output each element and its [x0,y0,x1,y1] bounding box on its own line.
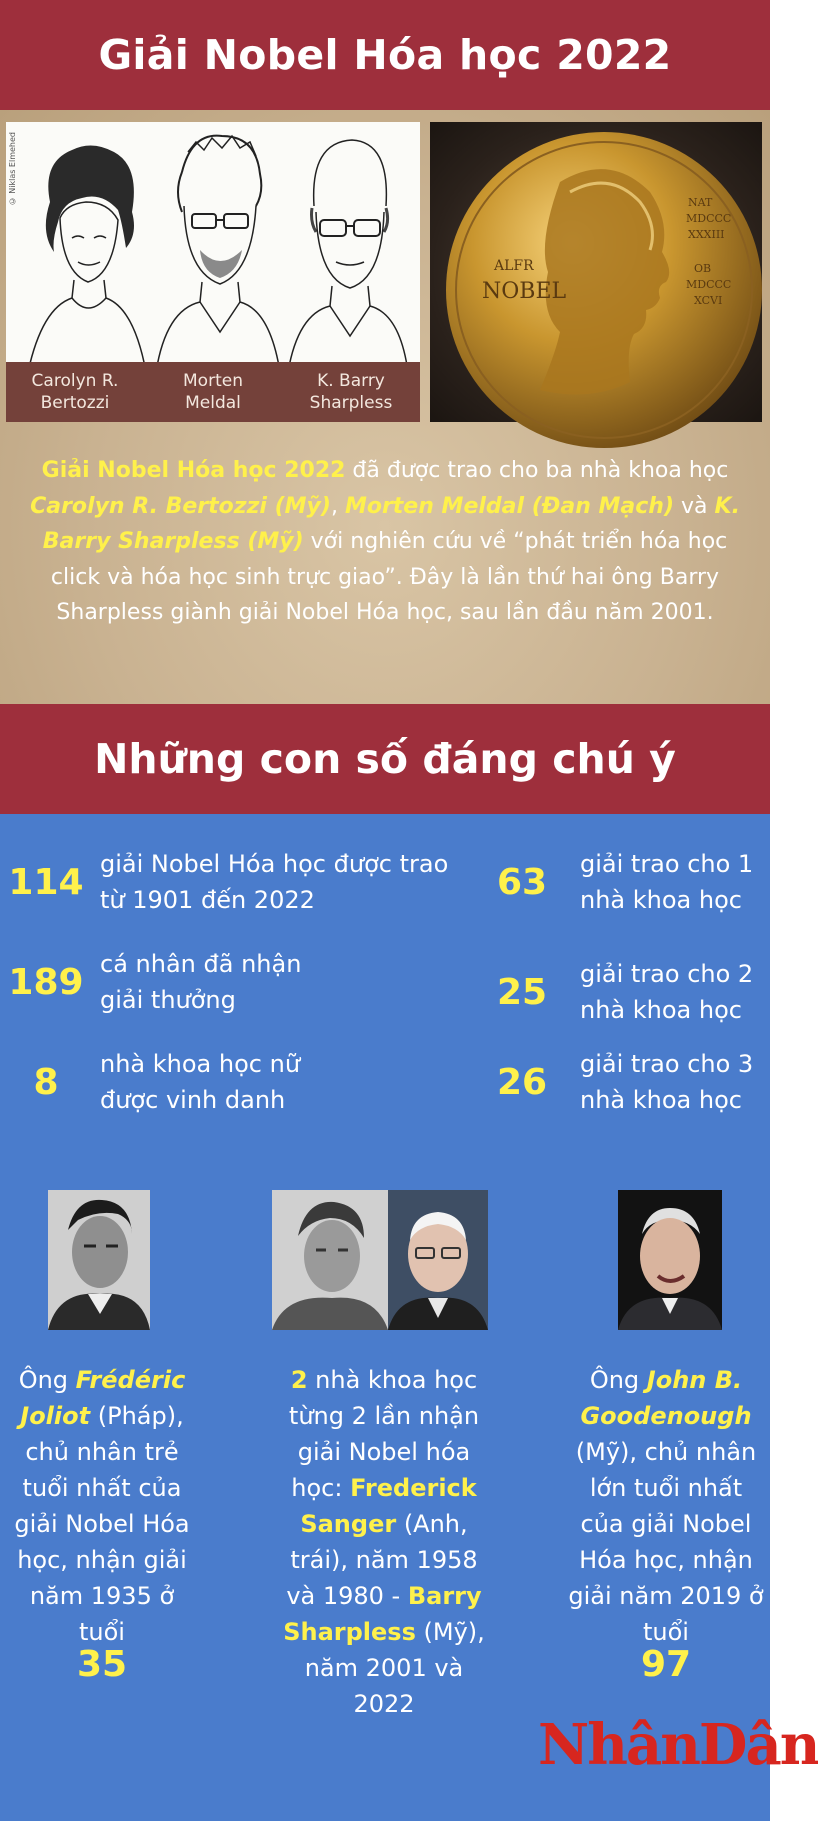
nobel-medal-photo [430,122,762,422]
illustration-credit: © Niklas Elmehed [8,132,17,206]
stat-text: giải trao cho 2 nhà khoa học [580,960,754,1024]
portrait-meldal [152,122,282,372]
stat-text: nhà khoa học nữ được vinh danh [100,1050,301,1114]
stat-text: giải trao cho 1 nhà khoa học [580,850,754,914]
medal-text-nobel: NOBEL [482,279,567,304]
stat-item [6,846,448,918]
trivia-two-time-winners: 2 nhà khoa học từng 2 lần nhận giải Nobel hóa học: Frederick Sanger (Anh, trái), năm 1958 và 1980 - Barry Sharpless (Mỹ), năm 2001 và 2022 [283,1366,485,1718]
svg-text:OB: OB [694,262,712,275]
stat-number: 25 [496,971,548,1013]
laureate-name-bertozzi: Carolyn R. Bertozzi [31,370,119,413]
laureates-illustration [6,122,420,422]
stat-item [482,956,753,1028]
nhandan-logo [538,1712,818,1782]
stat-number: 114 [8,861,84,903]
trivia-youngest-age: 35 [76,1644,128,1685]
stat-item [6,1046,300,1118]
trivia-oldest: Ông John B. Goodenough (Mỹ), chủ nhân lớn tuổi nhất của giải Nobel Hóa học, nhận giải năm 2019 ở tuổi [568,1366,764,1646]
svg-text:MDCCC: MDCCC [686,278,732,291]
svg-text:NAT: NAT [688,196,713,209]
medal-text-alfr: ALFR [494,258,534,274]
photo-goodenough [618,1190,722,1330]
laureate-name-meldal: Morten Meldal [183,370,243,413]
photo-sanger [272,1190,388,1330]
title-band [0,0,770,110]
stat-number: 189 [8,961,84,1003]
intro-section [0,110,770,704]
photo-joliot [48,1190,150,1330]
nobel-medal-image [430,122,762,422]
svg-text:MDCCC: MDCCC [686,212,732,225]
section-title: Những con số đáng chú ý [94,735,676,783]
section-band-stats [0,704,770,814]
svg-text:XCVI: XCVI [694,294,723,307]
stat-text: giải trao cho 3 nhà khoa học [580,1050,754,1114]
stat-number: 8 [33,1061,59,1103]
page-title: Giải Nobel Hóa học 2022 [98,31,672,79]
portrait-bertozzi [22,122,152,372]
stat-item [482,1046,753,1118]
stat-text: giải Nobel Hóa học được trao từ 1901 đến 2022 [100,850,449,914]
laureate-name-sharpless: K. Barry Sharpless [309,370,393,413]
photo-sharpless [388,1190,488,1330]
svg-text:XXXIII: XXXIII [688,228,725,241]
stat-text: cá nhân đã nhận giải thưởng [100,950,302,1014]
logo-text: NhânDân [538,1712,818,1778]
stat-item [482,846,753,918]
stat-number: 26 [496,1061,548,1103]
laureate-name-bar [6,362,420,422]
trivia-oldest-age: 97 [640,1644,692,1685]
stat-number: 63 [496,861,548,903]
stat-item [6,946,301,1018]
intro-paragraph: Giải Nobel Hóa học 2022 đã được trao cho ba nhà khoa học Carolyn R. Bertozzi (Mỹ), Morten Meldal (Đan Mạch) và K. Barry Sharpless (Mỹ) với nghiên cứu về “phát triển hóa học click và hóa học sinh trực giao”. Đây là lần thứ hai ông Barry Sharpless giành giải Nobel Hóa học, sau lần đầu năm 2001. [30,458,740,625]
portrait-sharpless [282,122,412,372]
trivia-youngest: Ông Frédéric Joliot (Pháp), chủ nhân trẻ tuổi nhất của giải Nobel Hóa học, nhận giải năm 1935 ở tuổi [14,1366,190,1646]
